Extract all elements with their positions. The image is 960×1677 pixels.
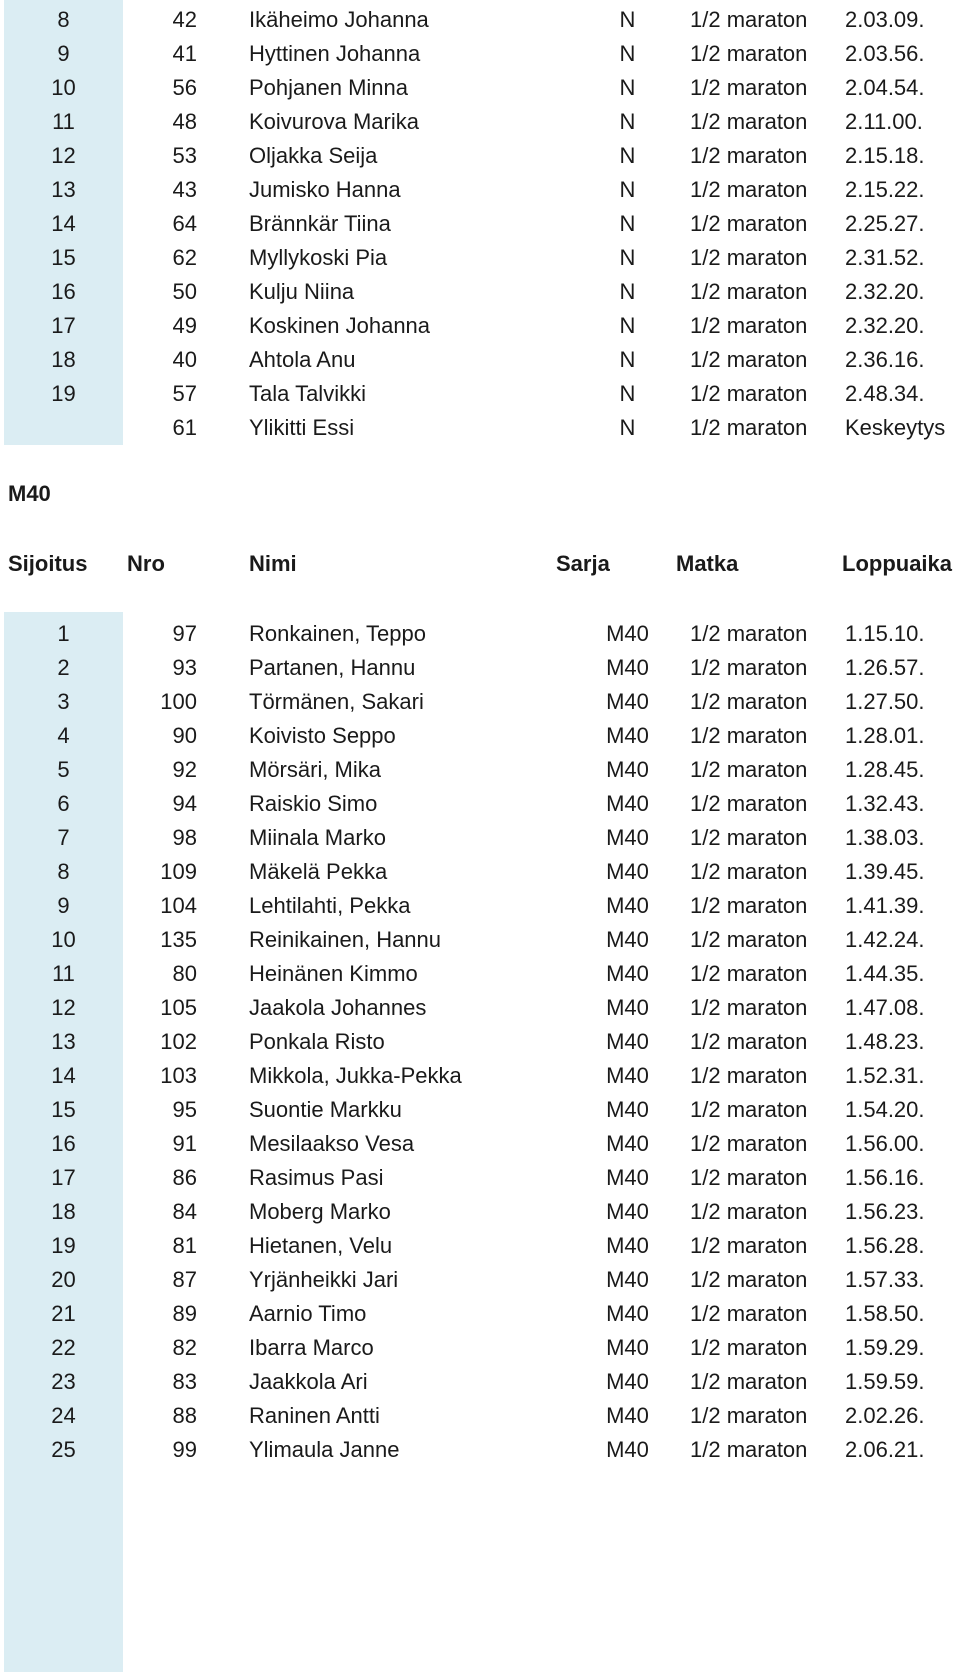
matka-cell: 1/2 maraton [690,723,808,748]
time-cell: 1.38.03. [845,825,925,850]
sarja-cell: M40 [606,655,649,680]
name-cell: Mäkelä Pekka [249,859,388,884]
nro-cell: 87 [172,1267,197,1292]
nro-cell: 40 [172,347,197,372]
matka-cell: 1/2 maraton [690,791,808,816]
rank-cell: 10 [51,75,76,100]
name-cell: Ahtola Anu [249,347,356,372]
rank-cell: 15 [51,245,76,270]
nro-cell: 43 [172,177,197,202]
nro-cell: 97 [172,621,197,646]
time-cell: 1.28.45. [845,757,925,782]
matka-cell: 1/2 maraton [690,825,808,850]
sarja-cell: M40 [606,1437,649,1462]
table-row [0,719,960,753]
name-cell: Ikäheimo Johanna [249,7,429,32]
section-title: M40 [8,481,51,506]
time-cell: 1.39.45. [845,859,925,884]
table-row [0,1365,960,1399]
time-cell: 1.32.43. [845,791,925,816]
table-row [0,1195,960,1229]
sarja-cell: M40 [606,1267,649,1292]
name-cell: Partanen, Hannu [249,655,416,680]
time-cell: 2.48.34. [845,381,925,406]
sarja-cell: M40 [606,1097,649,1122]
matka-cell: 1/2 maraton [690,1097,808,1122]
rank-cell: 24 [51,1403,76,1428]
table-row [0,139,960,173]
sarja-cell: N [619,347,636,372]
matka-cell: 1/2 maraton [690,41,808,66]
time-cell: 1.44.35. [845,961,925,986]
sarja-cell: M40 [606,757,649,782]
sarja-cell: M40 [606,723,649,748]
name-cell: Ylimaula Janne [249,1437,400,1462]
name-cell: Pohjanen Minna [249,75,409,100]
sarja-cell: N [619,381,636,406]
header-matka: Matka [676,551,739,576]
matka-cell: 1/2 maraton [690,1063,808,1088]
time-cell: 2.36.16. [845,347,925,372]
table-row [0,411,960,445]
name-cell: Tala Talvikki [249,381,366,406]
rank-cell: 10 [51,927,76,952]
rank-cell: 12 [51,143,76,168]
time-cell: 1.26.57. [845,655,925,680]
name-cell: Mörsäri, Mika [249,757,382,782]
time-cell: 1.54.20. [845,1097,925,1122]
name-cell: Mikkola, Jukka-Pekka [249,1063,462,1088]
header-sarja: Sarja [556,551,610,576]
rank-cell: 11 [52,961,75,986]
rank-cell: 18 [51,1199,76,1224]
table-row [0,957,960,991]
nro-cell: 99 [172,1437,197,1462]
name-cell: Miinala Marko [249,825,386,850]
matka-cell: 1/2 maraton [690,1267,808,1292]
rank-cell: 18 [51,347,76,372]
time-cell: 1.56.00. [845,1131,925,1156]
rank-cell: 23 [51,1369,76,1394]
matka-cell: 1/2 maraton [690,1335,808,1360]
sarja-cell: M40 [606,621,649,646]
name-cell: Aarnio Timo [249,1301,367,1326]
matka-cell: 1/2 maraton [690,347,808,372]
matka-cell: 1/2 maraton [690,1165,808,1190]
time-cell: 2.31.52. [845,245,925,270]
nro-cell: 91 [172,1131,197,1156]
nro-cell: 103 [160,1063,197,1088]
table-row [0,71,960,105]
name-cell: Heinänen Kimmo [249,961,418,986]
rank-cell: 4 [57,723,70,748]
nro-cell: 53 [172,143,197,168]
nro-cell: 89 [172,1301,197,1326]
table-row [0,1059,960,1093]
nro-cell: 48 [172,109,197,134]
matka-cell: 1/2 maraton [690,1437,808,1462]
time-cell: 1.56.23. [845,1199,925,1224]
nro-cell: 84 [172,1199,197,1224]
table-row [0,343,960,377]
table-row [0,275,960,309]
nro-cell: 105 [160,995,197,1020]
name-cell: Koskinen Johanna [249,313,431,338]
name-cell: Raninen Antti [249,1403,380,1428]
sarja-cell: M40 [606,893,649,918]
nro-cell: 50 [172,279,197,304]
matka-cell: 1/2 maraton [690,1369,808,1394]
table-row [0,1399,960,1433]
nro-cell: 102 [160,1029,197,1054]
rank-cell: 16 [51,1131,76,1156]
sarja-cell: M40 [606,1403,649,1428]
time-cell: 1.41.39. [845,893,925,918]
matka-cell: 1/2 maraton [690,1131,808,1156]
nro-cell: 62 [172,245,197,270]
matka-cell: 1/2 maraton [690,1029,808,1054]
rank-cell: 14 [51,211,76,236]
nro-cell: 100 [160,689,197,714]
table-row [0,923,960,957]
time-cell: Keskeytys [845,415,946,440]
rank-cell: 3 [57,689,70,714]
sarja-cell: M40 [606,1335,649,1360]
rank-cell: 16 [51,279,76,304]
rank-cell: 14 [51,1063,76,1088]
table-row [0,855,960,889]
matka-cell: 1/2 maraton [690,1301,808,1326]
matka-cell: 1/2 maraton [690,245,808,270]
time-cell: 1.27.50. [845,689,925,714]
time-cell: 2.32.20. [845,279,925,304]
sarja-cell: M40 [606,1301,649,1326]
table-row [0,1433,960,1467]
nro-cell: 49 [172,313,197,338]
matka-cell: 1/2 maraton [690,893,808,918]
time-cell: 1.57.33. [845,1267,925,1292]
sarja-cell: N [619,143,636,168]
nro-cell: 81 [172,1233,197,1258]
table-row [0,1297,960,1331]
table-row [0,309,960,343]
sarja-cell: N [619,75,636,100]
time-cell: 1.47.08. [845,995,925,1020]
matka-cell: 1/2 maraton [690,859,808,884]
table-row [0,241,960,275]
rank-cell: 7 [57,825,70,850]
time-cell: 1.59.59. [845,1369,925,1394]
rank-cell: 11 [52,109,75,134]
sarja-cell: N [619,313,636,338]
nro-cell: 80 [172,961,197,986]
nro-cell: 82 [172,1335,197,1360]
time-cell: 1.48.23. [845,1029,925,1054]
matka-cell: 1/2 maraton [690,995,808,1020]
rank-cell: 13 [51,1029,76,1054]
table-row [0,1093,960,1127]
nro-cell: 92 [172,757,197,782]
sarja-cell: M40 [606,1029,649,1054]
nro-cell: 135 [160,927,197,952]
nro-cell: 42 [172,7,197,32]
nro-cell: 86 [172,1165,197,1190]
table-row [0,377,960,411]
rank-cell: 9 [57,893,70,918]
table-row [0,1331,960,1365]
sarja-cell: M40 [606,1369,649,1394]
rank-cell: 19 [51,1233,76,1258]
time-cell: 1.15.10. [845,621,925,646]
name-cell: Hyttinen Johanna [249,41,421,66]
matka-cell: 1/2 maraton [690,109,808,134]
column-headers [0,547,960,581]
header-nimi: Nimi [249,551,297,576]
table-row [0,1263,960,1297]
name-cell: Myllykoski Pia [249,245,388,270]
rank-cell: 15 [51,1097,76,1122]
sarja-cell: N [619,177,636,202]
name-cell: Moberg Marko [249,1199,391,1224]
rank-cell: 9 [57,41,70,66]
name-cell: Ylikitti Essi [249,415,355,440]
nro-cell: 64 [172,211,197,236]
matka-cell: 1/2 maraton [690,177,808,202]
rank-cell: 17 [51,1165,76,1190]
nro-cell: 83 [172,1369,197,1394]
time-cell: 1.56.28. [845,1233,925,1258]
matka-cell: 1/2 maraton [690,689,808,714]
nro-cell: 88 [172,1403,197,1428]
name-cell: Törmänen, Sakari [249,689,424,714]
sarja-cell: M40 [606,1131,649,1156]
nro-cell: 93 [172,655,197,680]
header-nro: Nro [127,551,165,576]
rank-cell: 17 [51,313,76,338]
sarja-cell: M40 [606,1165,649,1190]
rank-cell: 8 [57,7,70,32]
nro-cell: 109 [160,859,197,884]
sarja-cell: N [619,245,636,270]
table-row [0,1127,960,1161]
table-row [0,617,960,651]
time-cell: 2.32.20. [845,313,925,338]
sarja-cell: M40 [606,995,649,1020]
matka-cell: 1/2 maraton [690,1199,808,1224]
sarja-cell: N [619,41,636,66]
time-cell: 2.03.09. [845,7,925,32]
time-cell: 2.02.26. [845,1403,925,1428]
time-cell: 2.06.21. [845,1437,925,1462]
name-cell: Ibarra Marco [249,1335,374,1360]
nro-cell: 98 [172,825,197,850]
nro-cell: 57 [172,381,197,406]
name-cell: Mesilaakso Vesa [249,1131,415,1156]
sarja-cell: M40 [606,961,649,986]
nro-cell: 41 [172,41,197,66]
rank-cell: 8 [57,859,70,884]
table-row [0,651,960,685]
sarja-cell: M40 [606,825,649,850]
name-cell: Ponkala Risto [249,1029,385,1054]
matka-cell: 1/2 maraton [690,621,808,646]
time-cell: 1.52.31. [845,1063,925,1088]
rank-cell: 22 [51,1335,76,1360]
sarja-cell: N [619,7,636,32]
matka-cell: 1/2 maraton [690,415,808,440]
table-row [0,991,960,1025]
matka-cell: 1/2 maraton [690,1233,808,1258]
sarja-cell: M40 [606,927,649,952]
table-row [0,787,960,821]
sarja-cell: M40 [606,1199,649,1224]
matka-cell: 1/2 maraton [690,655,808,680]
time-cell: 2.11.00. [845,109,923,134]
time-cell: 1.58.50. [845,1301,925,1326]
rank-cell: 21 [51,1301,76,1326]
time-cell: 1.28.01. [845,723,925,748]
name-cell: Jumisko Hanna [249,177,401,202]
time-cell: 1.59.29. [845,1335,925,1360]
matka-cell: 1/2 maraton [690,961,808,986]
nro-cell: 61 [172,415,197,440]
rank-cell: 25 [51,1437,76,1462]
table-row [0,105,960,139]
matka-cell: 1/2 maraton [690,75,808,100]
time-cell: 2.03.56. [845,41,925,66]
time-cell: 2.25.27. [845,211,925,236]
name-cell: Koivurova Marika [249,109,419,134]
time-cell: 1.42.24. [845,927,925,952]
time-cell: 2.15.22. [845,177,925,202]
nro-cell: 94 [172,791,197,816]
rank-cell: 5 [57,757,70,782]
matka-cell: 1/2 maraton [690,927,808,952]
sarja-cell: M40 [606,859,649,884]
sarja-cell: M40 [606,791,649,816]
table-row [0,37,960,71]
table-row [0,685,960,719]
sarja-cell: M40 [606,1063,649,1088]
nro-cell: 90 [172,723,197,748]
sarja-cell: N [619,109,636,134]
matka-cell: 1/2 maraton [690,313,808,338]
table-row [0,207,960,241]
header-loppuaika: Loppuaika [842,551,953,576]
header-sijoitus: Sijoitus [8,551,88,576]
name-cell: Ronkainen, Teppo [249,621,426,646]
name-cell: Reinikainen, Hannu [249,927,442,952]
rank-cell: 1 [57,621,70,646]
name-cell: Hietanen, Velu [249,1233,393,1258]
name-cell: Koivisto Seppo [249,723,396,748]
matka-cell: 1/2 maraton [690,381,808,406]
matka-cell: 1/2 maraton [690,143,808,168]
rank-cell: 12 [51,995,76,1020]
nro-cell: 95 [172,1097,197,1122]
nro-cell: 104 [160,893,197,918]
matka-cell: 1/2 maraton [690,757,808,782]
name-cell: Jaakkola Ari [249,1369,368,1394]
table-row [0,3,960,37]
sarja-cell: M40 [606,689,649,714]
table-row [0,889,960,923]
table-row [0,173,960,207]
sarja-cell: M40 [606,1233,649,1258]
sarja-cell: N [619,415,636,440]
time-cell: 2.15.18. [845,143,925,168]
name-cell: Oljakka Seija [249,143,378,168]
matka-cell: 1/2 maraton [690,211,808,236]
time-cell: 1.56.16. [845,1165,925,1190]
matka-cell: 1/2 maraton [690,7,808,32]
name-cell: Suontie Markku [249,1097,402,1122]
name-cell: Rasimus Pasi [249,1165,384,1190]
name-cell: Lehtilahti, Pekka [249,893,411,918]
name-cell: Jaakola Johannes [249,995,427,1020]
name-cell: Brännkär Tiina [249,211,391,236]
rank-cell: 6 [57,791,70,816]
name-cell: Yrjänheikki Jari [249,1267,399,1292]
matka-cell: 1/2 maraton [690,279,808,304]
nro-cell: 56 [172,75,197,100]
name-cell: Raiskio Simo [249,791,378,816]
table-row [0,1161,960,1195]
name-cell: Kulju Niina [249,279,355,304]
rank-cell: 20 [51,1267,76,1292]
table-row [0,1229,960,1263]
matka-cell: 1/2 maraton [690,1403,808,1428]
rank-cell: 2 [57,655,70,680]
sarja-cell: N [619,279,636,304]
time-cell: 2.04.54. [845,75,925,100]
rank-cell: 19 [51,381,76,406]
rank-cell: 13 [51,177,76,202]
sarja-cell: N [619,211,636,236]
table-row [0,1025,960,1059]
table-row [0,753,960,787]
table-row [0,821,960,855]
